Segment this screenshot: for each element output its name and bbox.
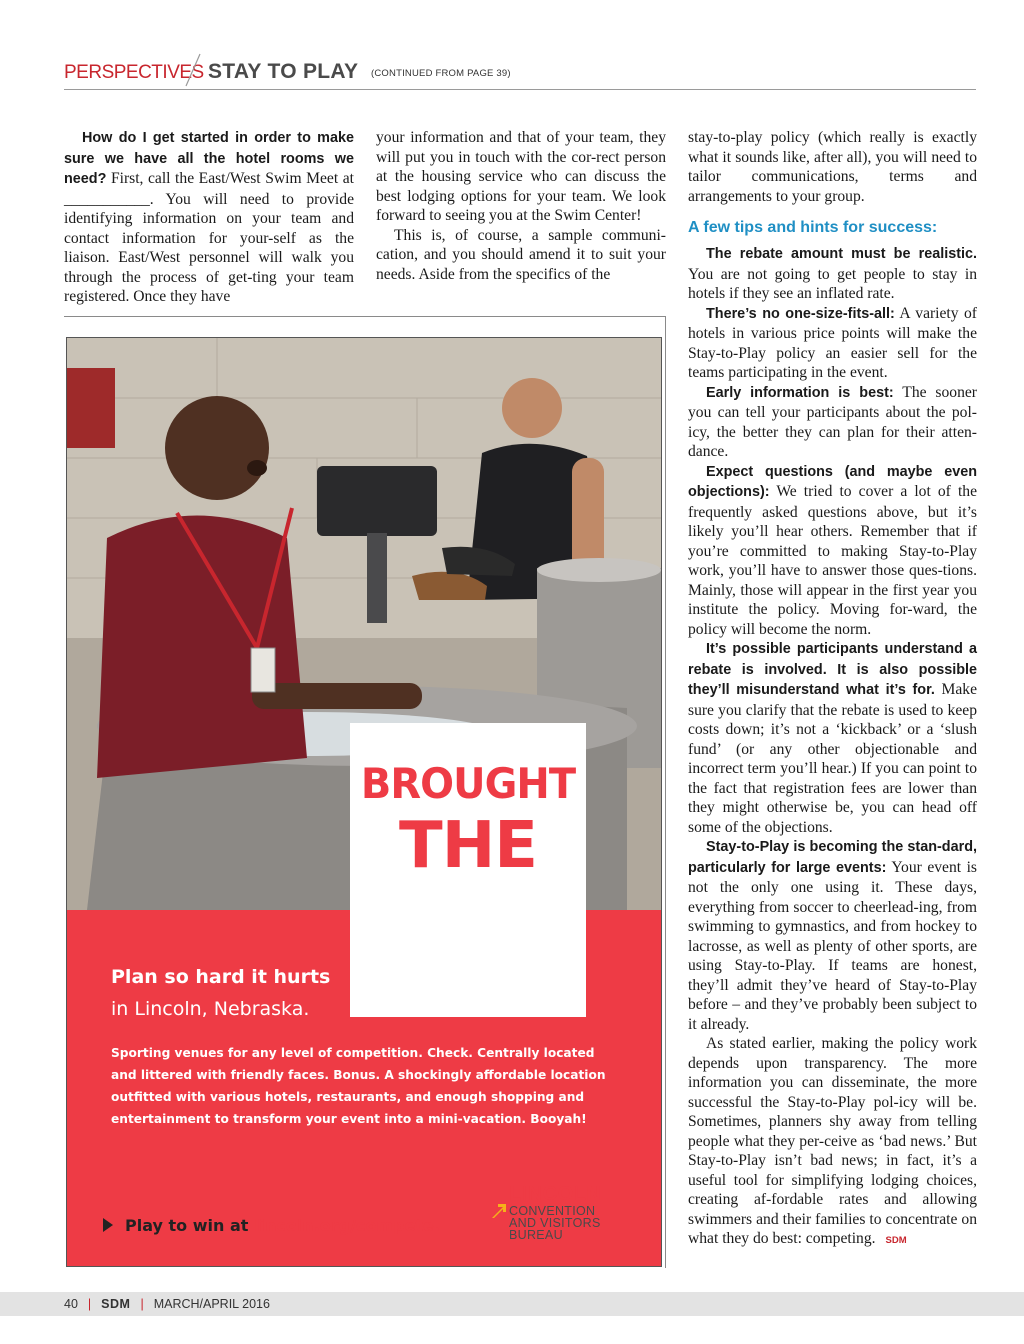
closing-text: As stated earlier, making the policy work depends upon transparency. The more information you can disseminate, the more successful the Stay-to-Play pol-icy will be. Sometimes, planners shy away from telling people what they per-ceive as ‘bad news.’ But Stay-to-Play isn’t bad news; in fact, it’s a useful tool for simplifying lodging choices, creating af-fordable rates and allowing swimmers and their families to concentrate on what they do best: competing.	[688, 1035, 977, 1247]
folio	[64, 1297, 270, 1311]
tip-lead: There’s no one-size-fits-all:	[706, 305, 895, 322]
tip-paragraph	[688, 639, 977, 837]
logo-sub-line: AND VISITORS	[509, 1216, 601, 1230]
ad-tagline-location: in Lincoln, Nebraska.	[111, 998, 310, 1020]
headline-line-2: THE	[399, 809, 537, 883]
page-footer	[0, 1292, 1024, 1316]
logo-subtitle	[509, 1205, 601, 1241]
tip-text: We tried to cover a lot of the frequently asked questions above, but it’s likely you’ll hear others. Remember that if you’re committed to making Stay-to-Play work, you’ll have to answer those ques-tions. Mainly, those will appear in the first year you institute the policy. Moving for-ward, the policy will become the norm.	[688, 483, 977, 638]
logo-wordmark: LINCOLN	[509, 1183, 602, 1205]
text-column-1	[64, 128, 354, 307]
tip-lead: Early information is best:	[706, 384, 894, 401]
folio-separator: |	[140, 1297, 144, 1311]
header-rule	[64, 89, 976, 90]
end-mark: SDM	[885, 1235, 907, 1246]
tips-heading: A few tips and hints for success:	[688, 219, 938, 236]
paragraph: stay-to-play policy (which really is exactly what it sounds like, after all), you will need to tailor communications, terms and arrangements to your group.	[688, 129, 977, 205]
section-label: PERSPECTIVES	[64, 62, 204, 83]
tip-lead: It’s possible participants understand a rebate is involved. It is also possible they’ll misunderstand what it’s for.	[688, 641, 977, 698]
tip-text: You are not going to get people to stay in hotels if they see an inflated rate.	[688, 265, 977, 302]
headline-box	[350, 723, 586, 1017]
lincoln-cvb-logo	[491, 1183, 651, 1243]
continued-note: (CONTINUED FROM PAGE 39)	[371, 68, 511, 79]
magazine-name: SDM	[101, 1297, 131, 1311]
tip-paragraph	[688, 837, 977, 1034]
text-column-2	[376, 128, 666, 284]
ad-body-copy: Sporting venues for any level of competition. Check. Centrally located and littered with friendly faces. Bonus. A shockingly affordable location outfitted with various hotels, restaurants, and enough shopping and entertainment to transform your event into a mini-vacation. Booyah!	[111, 1046, 606, 1126]
lincoln-advertisement	[66, 337, 662, 1267]
tip-lead: The rebate amount must be realistic.	[706, 246, 977, 262]
cta-link[interactable]: lincoln.org/compete.	[253, 1216, 440, 1235]
logo-sub-line: BUREAU	[509, 1228, 563, 1242]
faq-answer: First, call the East/West Swim Meet at ___________. You will need to provide identifying information on your team and contact information for your-self as the liaison. East/West personnel will walk you through the process of get-ting your team registered. Once they have	[64, 170, 354, 305]
tip-paragraph	[688, 304, 977, 383]
paragraph: your information and that of your team, they will put you in touch with the cor-rect person at the housing service who can discuss the best lodging options for your team. We look forward to seeing you at the Swim Center!	[376, 129, 666, 224]
page-number: 40	[64, 1297, 78, 1311]
folio-separator: |	[87, 1297, 92, 1311]
ad-call-to-action	[103, 1216, 440, 1235]
lincoln-arrow-icon	[491, 1203, 507, 1219]
headline-line-1: BROUGHT	[360, 759, 576, 808]
closing-paragraph	[688, 1034, 977, 1251]
headline-line-3: HEAT	[363, 881, 573, 963]
header-divider-slash	[182, 52, 204, 88]
cta-prefix: Play to win at	[125, 1216, 254, 1235]
tip-text: Your event is not the only one using it. These days, everything from soccer to cheerlead-ing, from swimming to gymnastics, and from hockey to lacrosse, as well as plenty of other sports, are using Stay-to-Play. If teams are honest, they’ll admit they’ve heard of Stay-to-Play before – and they’ve probably been subject to it already.	[688, 858, 977, 1033]
text-column-3	[688, 128, 977, 1251]
logo-sub-line: CONVENTION	[509, 1204, 596, 1218]
tip-text: A variety of hotels in various price points will make the Stay-to-Play policy an easier sell for the teams participating in the event.	[688, 304, 977, 381]
tip-paragraph	[688, 462, 977, 640]
ad-tagline: Plan so hard it hurts	[111, 966, 331, 988]
issue-date: MARCH/APRIL 2016	[153, 1297, 270, 1311]
faq-question: How do I get started in order to make sure we have all the hotel rooms we need?	[64, 130, 354, 187]
tip-paragraph	[688, 383, 977, 462]
page-header	[64, 56, 976, 90]
tip-text: The sooner you can tell your participants about the pol-icy, the better they can plan for their atten-dance.	[688, 383, 977, 460]
article-title: STAY TO PLAY	[208, 60, 359, 83]
tip-lead: Expect questions (and maybe even objections):	[688, 463, 977, 500]
faq-paragraph	[64, 128, 354, 307]
tip-paragraph	[688, 244, 977, 304]
tip-lead: Stay-to-Play is becoming the stan-dard, particularly for large events:	[688, 839, 977, 876]
play-arrow-icon	[103, 1218, 113, 1232]
paragraph: This is, of course, a sample communi-cation, and you should amend it to suit your needs. Aside from the specifics of the	[376, 226, 666, 283]
tip-text: Make sure you clarify that the rebate is used to keep costs down; it’s not a ‘kickback’ or a ‘slush fund’ (or any other objectionable and incorrect term you’ll hear.) If you can point to the fact that registration fees are lower than they might otherwise be, you can head off some of the objections.	[688, 681, 977, 836]
